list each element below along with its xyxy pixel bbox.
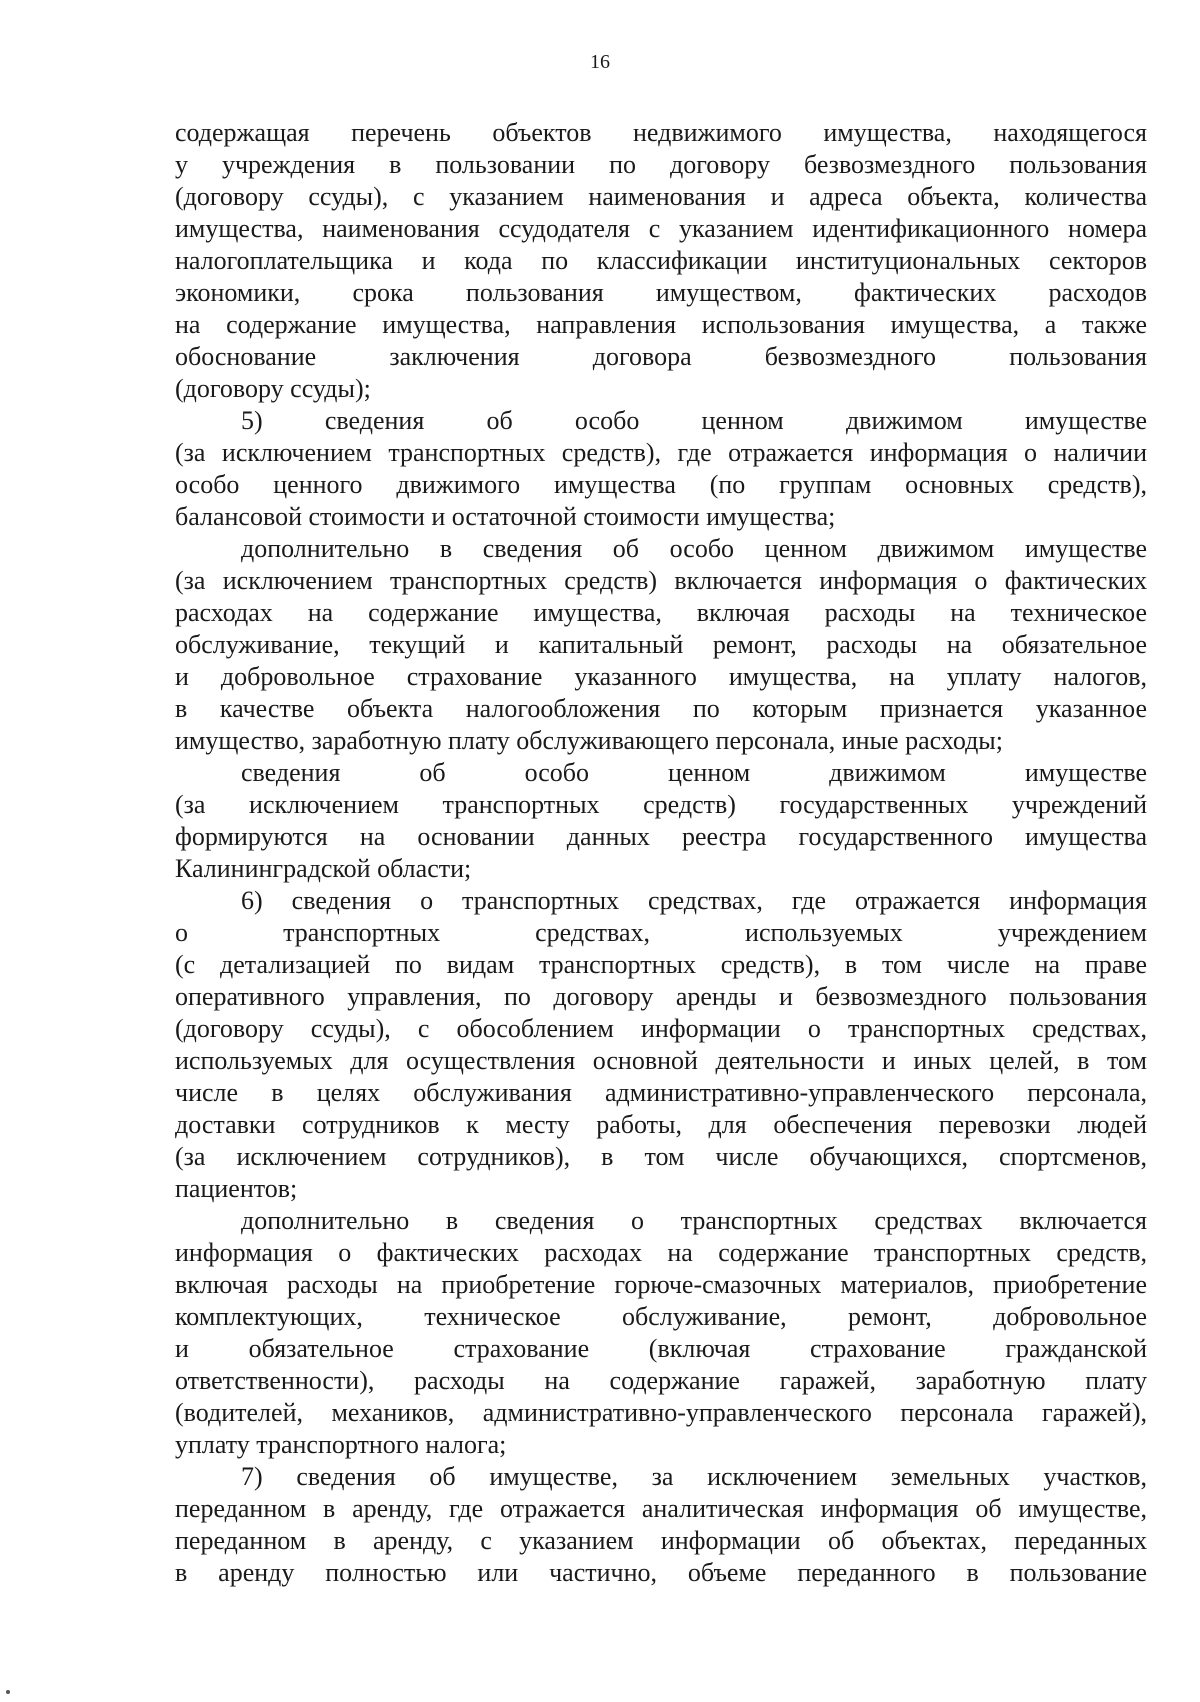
text-line: о транспортных средствах, используемых учреждением bbox=[175, 918, 1147, 947]
text-line: формируются на основании данных реестра государственного имущества bbox=[175, 822, 1147, 851]
text-line: особо ценного движимого имущества (по группам основных средств), bbox=[175, 470, 1147, 499]
text-line: (водителей, механиков, административно-управленческого персонала гаражей), bbox=[175, 1398, 1147, 1427]
text-line: (за исключением сотрудников), в том числе обучающихся, спортсменов, bbox=[175, 1142, 1147, 1171]
text-line: содержащая перечень объектов недвижимого имущества, находящегося bbox=[175, 118, 1147, 147]
text-line: Калининградской области; bbox=[175, 854, 472, 883]
text-line: переданном в аренду, где отражается аналитическая информация об имуществе, bbox=[175, 1494, 1147, 1523]
text-line: включая расходы на приобретение горюче-смазочных материалов, приобретение bbox=[175, 1270, 1147, 1299]
text-line: доставки сотрудников к месту работы, для обеспечения перевозки людей bbox=[175, 1110, 1147, 1139]
text-line: обслуживание, текущий и капитальный ремонт, расходы на обязательное bbox=[175, 630, 1147, 659]
text-line: (за исключением транспортных средств) включается информация о фактических bbox=[175, 566, 1147, 595]
text-line: имущества, наименования ссудодателя с указанием идентификационного номера bbox=[175, 214, 1147, 243]
text-line: информация о фактических расходах на содержание транспортных средств, bbox=[175, 1238, 1147, 1267]
text-line: налогоплательщика и кода по классификации институциональных секторов bbox=[175, 246, 1147, 275]
text-line: на содержание имущества, направления использования имущества, а также bbox=[175, 310, 1147, 339]
text-line: расходах на содержание имущества, включая расходы на техническое bbox=[175, 598, 1147, 627]
text-line: комплектующих, техническое обслуживание, ремонт, добровольное bbox=[175, 1302, 1147, 1331]
text-line: оперативного управления, по договору аренды и безвозмездного пользования bbox=[175, 982, 1147, 1011]
text-line: (договору ссуды); bbox=[175, 374, 371, 403]
text-line: (договору ссуды), с обособлением информации о транспортных средствах, bbox=[175, 1014, 1147, 1043]
text-line: обоснование заключения договора безвозмездного пользования bbox=[175, 342, 1147, 371]
text-line: 6) сведения о транспортных средствах, где отражается информация bbox=[241, 886, 1147, 915]
page-number: 16 bbox=[590, 51, 610, 73]
text-line: ответственности), расходы на содержание гаражей, заработную плату bbox=[175, 1366, 1147, 1395]
text-line: и обязательное страхование (включая страхование гражданской bbox=[175, 1334, 1147, 1363]
text-line: дополнительно в сведения об особо ценном движимом имуществе bbox=[241, 534, 1147, 563]
text-line: (за исключением транспортных средств), где отражается информация о наличии bbox=[175, 438, 1147, 467]
text-line: имущество, заработную плату обслуживающего персонала, иные расходы; bbox=[175, 726, 1003, 755]
text-line: 5) сведения об особо ценном движимом имуществе bbox=[241, 406, 1147, 435]
scan-speck bbox=[6, 1690, 10, 1694]
text-line: (договору ссуды), с указанием наименования и адреса объекта, количества bbox=[175, 182, 1147, 211]
text-line: (за исключением транспортных средств) государственных учреждений bbox=[175, 790, 1147, 819]
text-line: 7) сведения об имуществе, за исключением земельных участков, bbox=[241, 1462, 1147, 1491]
text-line: используемых для осуществления основной деятельности и иных целей, в том bbox=[175, 1046, 1147, 1075]
text-line: сведения об особо ценном движимом имуществе bbox=[241, 758, 1147, 787]
text-line: пациентов; bbox=[175, 1174, 298, 1203]
document-body-text bbox=[175, 117, 1147, 1589]
text-line: у учреждения в пользовании по договору безвозмездного пользования bbox=[175, 150, 1147, 179]
text-line: переданном в аренду, с указанием информации об объектах, переданных bbox=[175, 1526, 1147, 1555]
text-line: уплату транспортного налога; bbox=[175, 1430, 507, 1459]
text-line: дополнительно в сведения о транспортных средствах включается bbox=[241, 1206, 1147, 1235]
text-line: балансовой стоимости и остаточной стоимости имущества; bbox=[175, 502, 836, 531]
text-line: в качестве объекта налогообложения по которым признается указанное bbox=[175, 694, 1147, 723]
text-line: и добровольное страхование указанного имущества, на уплату налогов, bbox=[175, 662, 1147, 691]
text-line: в аренду полностью или частично, объеме переданного в пользование bbox=[175, 1558, 1147, 1587]
text-line: числе в целях обслуживания административно-управленческого персонала, bbox=[175, 1078, 1147, 1107]
text-line: (с детализацией по видам транспортных средств), в том числе на праве bbox=[175, 950, 1147, 979]
text-line: экономики, срока пользования имуществом, фактических расходов bbox=[175, 278, 1147, 307]
